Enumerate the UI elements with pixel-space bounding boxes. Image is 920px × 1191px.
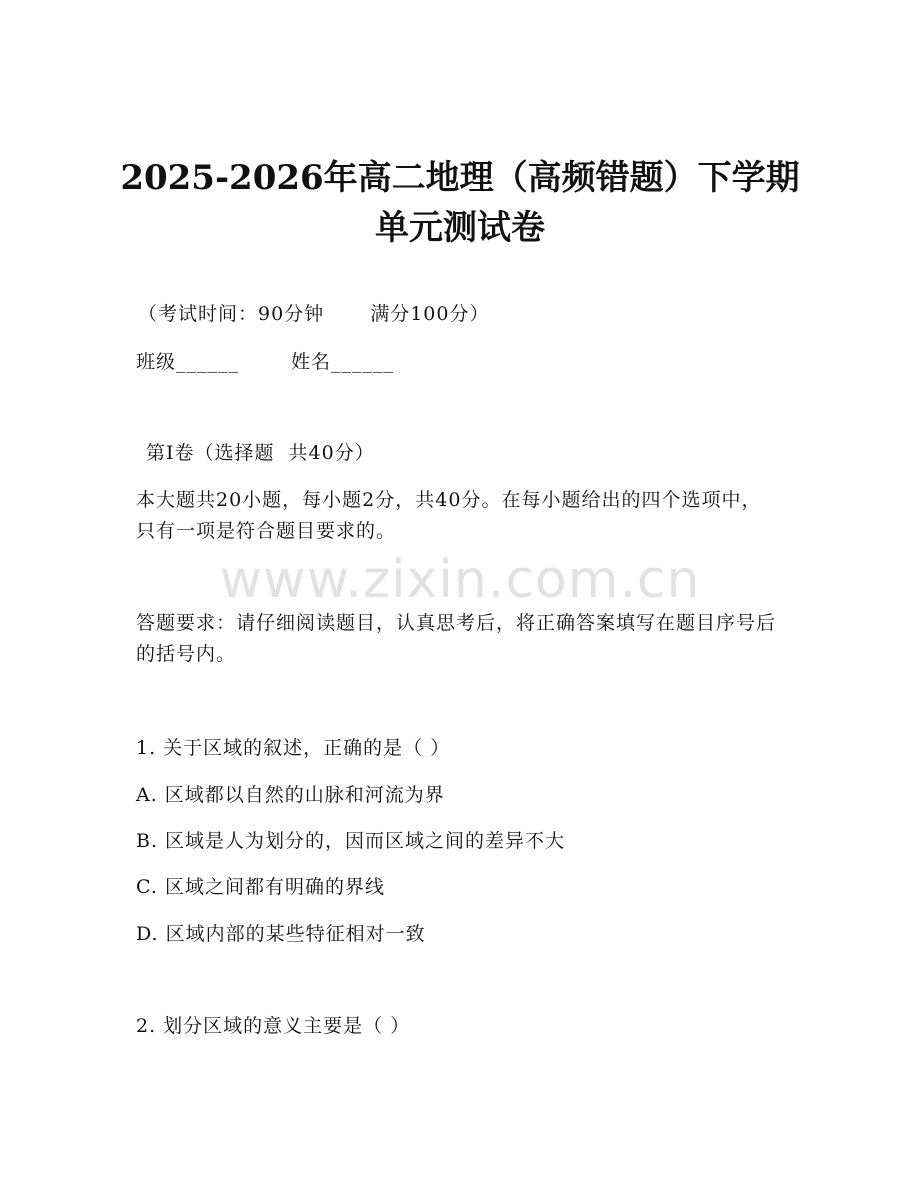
section-instruction: 本大题共20小题，每小题2分，共40分。在每小题给出的四个选项中，只有一项是符合题目要求的。 [136, 489, 762, 542]
watermark: www.zixin.com.cn [219, 550, 701, 610]
exam-time: （考试时间：90分钟 [138, 303, 325, 325]
section-points: 共40分） [288, 442, 375, 464]
question-1-option-d: D. 区域内部的某些特征相对一致 [136, 923, 426, 945]
exam-title-line-1: 2025-2026年高二地理（高频错题）下学期 [120, 158, 800, 198]
exam-title-line-2: 单元测试卷 [375, 208, 545, 248]
question-1-stem: 1. 关于区域的叙述，正确的是（ ） [136, 737, 451, 759]
question-1-option-b: B. 区域是人为划分的，因而区域之间的差异不大 [136, 830, 566, 852]
question-2-stem: 2. 划分区域的意义主要是（ ） [136, 1015, 411, 1037]
exam-info [138, 302, 489, 326]
exam-score: 满分100分） [370, 303, 490, 325]
answer-requirement: 答题要求：请仔细阅读题目，认真思考后，将正确答案填写在题目序号后的括号内。 [136, 612, 777, 665]
name-field: 姓名______ [291, 351, 395, 373]
student-info [136, 350, 394, 374]
section-title-text: 第Ⅰ卷（选择题 [146, 442, 275, 464]
class-field: 班级______ [136, 351, 240, 373]
question-1-option-a: A. 区域都以自然的山脉和河流为界 [136, 784, 445, 806]
section-title [146, 441, 375, 465]
question-1-option-c: C. 区域之间都有明确的界线 [136, 876, 385, 898]
